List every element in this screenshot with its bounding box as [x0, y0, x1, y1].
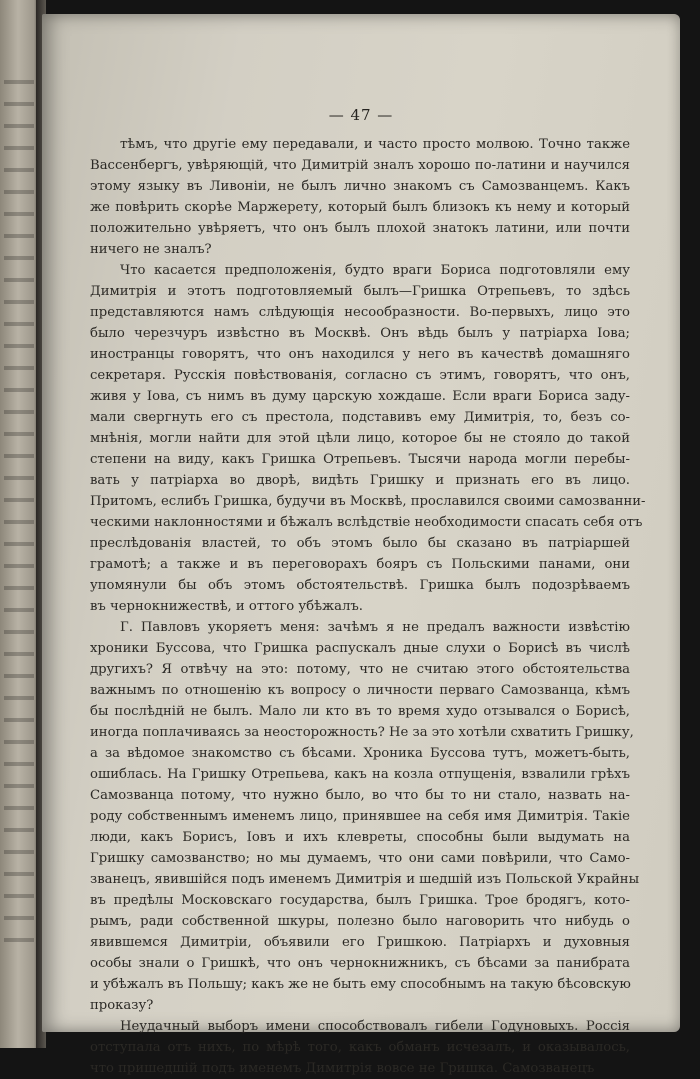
text-line: а за вѣдомое знакомство съ бѣсами. Хроника Буссова тутъ, можетъ-быть,: [90, 746, 630, 761]
text-line: бы послѣдній не былъ. Мало ли кто въ то время худо отзывался о Борисѣ,: [90, 704, 630, 719]
text-line: рымъ, ради собственной шкуры, полезно было наговорить что нибудь о: [90, 914, 630, 929]
text-line: иногда поплачиваясь за неосторожность? Не за это хотѣли схватить Гришку,: [90, 725, 634, 740]
text-line: Притомъ, еслибъ Гришка, будучи въ Москвѣ, прославился своими самозванни-: [90, 494, 646, 509]
text-line: роду собственнымъ именемъ лицо, принявшее на себя имя Димитрія. Такіе: [90, 809, 630, 824]
text-line: положительно увѣряетъ, что онъ былъ плохой знатокъ латини, или почти: [90, 221, 630, 236]
text-line: званецъ, явившійся подъ именемъ Димитрія и шедшій изъ Польской Украйны: [90, 872, 640, 887]
text-line: секретаря. Русскія повѣствованія, согласно съ этимъ, говорятъ, что онъ,: [90, 368, 630, 383]
text-line: грамотѣ; а также и въ переговорахъ бояръ съ Польскими панами, они: [90, 557, 630, 572]
text-line: Гришку самозванство; но мы думаемъ, что они сами повѣрили, что Само-: [90, 851, 630, 866]
text-line: отступала отъ нихъ, по мѣрѣ того, какъ обманъ исчезалъ, и оказывалось,: [90, 1040, 630, 1055]
paragraph: [90, 617, 640, 1016]
text-line: другихъ? Я отвѣчу на это: потому, что не считаю этого обстоятельства: [90, 662, 630, 677]
text-line: иностранцы говорятъ, что онъ находился у него въ качествѣ домашняго: [90, 347, 630, 362]
text-line: живя у Іова, съ нимъ въ думу царскую хождаше. Если враги Бориса заду-: [90, 389, 630, 404]
text-line: Димитрія и этотъ подготовляемый былъ—Гришка Отрепьевъ, то здѣсь: [90, 284, 630, 299]
text-line: ошиблась. На Гришку Отрепьева, какъ на козла отпущенія, взвалили грѣхъ: [90, 767, 630, 782]
text-line: вать у патріарха во дворѣ, видѣть Гришку и признать его въ лицо.: [90, 473, 630, 488]
text-line: тѣмъ, что другіе ему передавали, и часто просто молвою. Точно также: [120, 137, 630, 152]
text-line: ничего не зналъ?: [90, 242, 212, 257]
text-line: важнымъ по отношенію къ вопросу о личности перваго Самозванца, кѣмъ: [90, 683, 630, 698]
text-line: явившемся Димитріи, объявили его Гришкою. Патріархъ и духовныя: [90, 935, 630, 950]
text-line: преслѣдованія властей, то объ этомъ было бы сказано въ патріаршей: [90, 536, 630, 551]
left-page-text-fragment: [4, 80, 34, 960]
left-page-edge: [0, 0, 40, 1048]
text-line: представляются намъ слѣдующія несообразности. Во-первыхъ, лицо это: [90, 305, 630, 320]
page-number: — 47 —: [328, 106, 394, 124]
text-line: въ предѣлы Московскаго государства, былъ Гришка. Трое бродягъ, кото-: [90, 893, 630, 908]
text-line: въ чернокнижествѣ, и оттого убѣжалъ.: [90, 599, 363, 614]
text-line: Неудачный выборъ имени способствовалъ гибели Годуновыхъ. Россія: [120, 1019, 630, 1034]
paragraph: [90, 260, 646, 617]
text-line: что пришедшій подъ именемъ Димитрія вовсе не Гришка. Самозванецъ: [90, 1061, 595, 1076]
text-line: Самозванца потому, что нужно было, во что бы то ни стало, назвать на-: [90, 788, 630, 803]
text-line: Г. Павловъ укоряетъ меня: зачѣмъ я не предалъ важности извѣстію: [120, 620, 630, 635]
paragraph: [90, 1016, 630, 1079]
paragraph: [90, 134, 630, 260]
text-line: Что касается предположенія, будто враги Бориса подготовляли ему: [120, 263, 630, 278]
text-line: люди, какъ Борисъ, Іовъ и ихъ клевреты, способны были выдумать на: [90, 830, 630, 845]
text-line: особы знали о Гришкѣ, что онъ чернокнижникъ, съ бѣсами за панибрата: [90, 956, 630, 971]
text-line: этому языку въ Ливоніи, не былъ лично знакомъ съ Самозванцемъ. Какъ: [90, 179, 630, 194]
text-line: хроники Буссова, что Гришка распускалъ дные слухи о Борисѣ въ числѣ: [90, 641, 630, 656]
text-line: и убѣжалъ въ Польшу; какъ же не быть ему способнымъ на такую бѣсовскую: [90, 977, 631, 992]
text-line: Вассенбергъ, увѣряющій, что Димитрій зналъ хорошо по-латини и научился: [90, 158, 630, 173]
text-line: мнѣнія, могли найти для этой цѣли лицо, которое бы не стояло до такой: [90, 431, 630, 446]
page-body-text: [90, 134, 646, 1079]
text-line: ческими наклонностями и бѣжалъ вслѣдствіе необходимости спасать себя отъ: [90, 515, 643, 530]
text-line: степени на виду, какъ Гришка Отрепьевъ. Тысячи народа могли перебы-: [90, 452, 630, 467]
text-line: проказу?: [90, 998, 154, 1013]
text-line: мали свергнуть его съ престола, подставивъ ему Димитрія, то, безъ со-: [90, 410, 630, 425]
text-line: было черезчуръ извѣстно въ Москвѣ. Онъ вѣдь былъ у патріарха Іова;: [90, 326, 630, 341]
book-page: [42, 14, 680, 1076]
text-line: упомянули бы объ этомъ обстоятельствѣ. Гришка былъ подозрѣваемъ: [90, 578, 630, 593]
text-line: же повѣрить скорѣе Маржерету, который былъ близокъ къ нему и который: [90, 200, 630, 215]
